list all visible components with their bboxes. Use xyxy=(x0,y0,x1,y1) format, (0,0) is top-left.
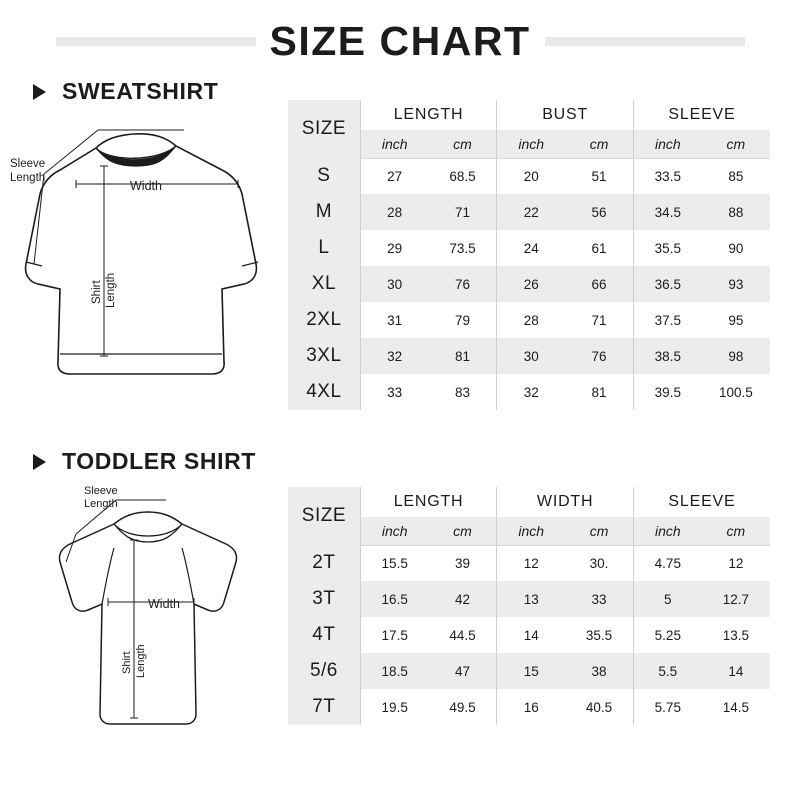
unit-header-sleeve-cm: cm xyxy=(702,517,770,545)
cell-length-inch: 32 xyxy=(360,338,428,374)
cell-length-cm: 73.5 xyxy=(449,240,476,256)
cell-sleeve-cm: 95 xyxy=(728,312,744,328)
cell-bust-cm: 56 xyxy=(565,194,633,230)
label-width: Width xyxy=(130,179,162,193)
table-row xyxy=(288,266,770,302)
cell-size: 4T xyxy=(288,617,360,653)
cell-size: 7T xyxy=(288,689,360,725)
cell-bust-cm: 81 xyxy=(591,384,607,400)
cell-width-inch: 16 xyxy=(497,689,565,725)
label-sleeve-length-2: Length xyxy=(84,498,118,510)
title-rule-left xyxy=(56,37,256,46)
triangle-bullet-icon xyxy=(33,454,46,470)
label-sleeve-length-2: Length xyxy=(10,172,46,184)
cell-bust-inch: 22 xyxy=(497,194,565,230)
cell-size: 3T xyxy=(288,581,360,617)
unit-header-width-cm: cm xyxy=(565,517,633,545)
cell-bust-cm: 66 xyxy=(565,266,633,302)
cell-width-inch: 13 xyxy=(497,581,565,617)
cell-sleeve-cm: 13.5 xyxy=(722,627,749,643)
cell-size: 2T xyxy=(288,545,360,581)
cell-length-cm: 47 xyxy=(429,653,497,689)
unit-header-length-inch: inch xyxy=(360,517,428,545)
unit-header-sleeve-inch: inch xyxy=(633,130,701,158)
cell-bust-inch: 20 xyxy=(497,158,565,194)
cell-sleeve-cm: 98 xyxy=(702,338,770,374)
column-header-size: SIZE xyxy=(288,100,360,158)
cell-sleeve-inch: 4.75 xyxy=(633,545,701,581)
column-header-size: SIZE xyxy=(288,487,360,545)
column-group-header-length: LENGTH xyxy=(360,100,497,130)
group-header-row xyxy=(288,487,770,517)
cell-size: M xyxy=(288,194,360,230)
cell-sleeve-inch: 33.5 xyxy=(633,158,701,194)
label-shirt-length-2: Length xyxy=(135,644,147,678)
cell-size: 3XL xyxy=(288,338,360,374)
table-row xyxy=(288,617,770,653)
cell-width-inch: 15 xyxy=(497,653,565,689)
cell-sleeve-cm: 12.7 xyxy=(702,581,770,617)
cell-bust-inch: 26 xyxy=(497,266,565,302)
cell-sleeve-cm: 85 xyxy=(728,168,744,184)
cell-width-cm: 40.5 xyxy=(585,699,613,715)
cell-length-cm: 76 xyxy=(429,266,497,302)
cell-size: 4XL xyxy=(288,374,360,410)
unit-header-length-cm: cm xyxy=(429,517,497,545)
unit-header-width-inch: inch xyxy=(497,517,565,545)
cell-bust-inch: 24 xyxy=(497,230,565,266)
group-header-row xyxy=(288,100,770,130)
cell-length-cm: 42 xyxy=(429,581,497,617)
sweatshirt-size-table xyxy=(288,100,770,410)
cell-sleeve-inch: 5.75 xyxy=(633,689,701,725)
unit-header-bust-cm: cm xyxy=(565,130,633,158)
cell-length-cm: 71 xyxy=(429,194,497,230)
label-sleeve-length-1: Sleeve xyxy=(10,158,46,170)
title-rule-right xyxy=(545,37,745,46)
cell-bust-inch: 28 xyxy=(497,302,565,338)
table-row xyxy=(288,230,770,266)
cell-width-inch: 12 xyxy=(497,545,565,581)
page-title: SIZE CHART xyxy=(269,17,531,64)
cell-length-cm: 44.5 xyxy=(449,627,476,643)
unit-header-row xyxy=(288,517,770,545)
label-shirt-length-2: Length xyxy=(105,272,117,308)
table-row xyxy=(288,194,770,230)
cell-length-cm: 68.5 xyxy=(449,168,476,184)
cell-size: 2XL xyxy=(288,302,360,338)
cell-length-inch: 29 xyxy=(360,230,428,266)
unit-header-length-inch: inch xyxy=(360,130,428,158)
table-row xyxy=(288,374,770,410)
table-row xyxy=(288,653,770,689)
triangle-bullet-icon xyxy=(33,84,46,100)
cell-length-inch: 28 xyxy=(360,194,428,230)
section-title-label: SWEATSHIRT xyxy=(62,78,219,104)
cell-sleeve-cm: 12 xyxy=(728,555,744,571)
table-head xyxy=(288,100,770,158)
cell-length-inch: 31 xyxy=(360,302,428,338)
cell-length-cm: 81 xyxy=(429,338,497,374)
table-body xyxy=(288,158,770,410)
section-title-label: TODDLER SHIRT xyxy=(62,448,256,474)
cell-sleeve-inch: 37.5 xyxy=(633,302,701,338)
unit-header-sleeve-inch: inch xyxy=(633,517,701,545)
label-width: Width xyxy=(148,597,180,611)
toddler-shirt-size-table xyxy=(288,487,770,725)
cell-sleeve-inch: 5.25 xyxy=(633,617,701,653)
label-shirt-length-1: Shirt xyxy=(121,651,133,674)
cell-length-inch: 17.5 xyxy=(360,617,428,653)
cell-sleeve-cm: 14 xyxy=(702,653,770,689)
toddler-shirt-illustration xyxy=(30,478,270,758)
cell-length-inch: 18.5 xyxy=(360,653,428,689)
cell-size: S xyxy=(288,158,360,194)
table-body xyxy=(288,545,770,725)
cell-sleeve-cm: 88 xyxy=(702,194,770,230)
unit-header-length-cm: cm xyxy=(429,130,497,158)
cell-sleeve-inch: 36.5 xyxy=(633,266,701,302)
cell-width-cm: 35.5 xyxy=(585,627,613,643)
cell-sleeve-cm: 90 xyxy=(728,240,744,256)
cell-bust-inch: 30 xyxy=(497,338,565,374)
cell-length-inch: 33 xyxy=(360,374,428,410)
column-group-header-bust: BUST xyxy=(497,100,634,130)
cell-length-cm: 49.5 xyxy=(449,699,476,715)
cell-sleeve-cm: 14.5 xyxy=(722,699,749,715)
section-heading-sweatshirt xyxy=(33,78,218,105)
cell-width-inch: 14 xyxy=(497,617,565,653)
cell-length-cm: 39 xyxy=(454,555,470,571)
cell-width-cm: 33 xyxy=(565,581,633,617)
cell-sleeve-inch: 34.5 xyxy=(633,194,701,230)
cell-size: L xyxy=(288,230,360,266)
cell-size: XL xyxy=(288,266,360,302)
cell-length-cm: 79 xyxy=(454,312,470,328)
column-group-header-length: LENGTH xyxy=(360,487,497,517)
section-heading-toddler-shirt xyxy=(33,448,256,475)
table-row xyxy=(288,545,770,581)
cell-length-inch: 16.5 xyxy=(360,581,428,617)
table-row xyxy=(288,302,770,338)
cell-sleeve-inch: 5 xyxy=(633,581,701,617)
column-group-header-sleeve: SLEEVE xyxy=(633,100,770,130)
cell-size: 5/6 xyxy=(288,653,360,689)
table-row xyxy=(288,689,770,725)
table-head xyxy=(288,487,770,545)
cell-sleeve-inch: 5.5 xyxy=(633,653,701,689)
sweatshirt-illustration xyxy=(8,104,278,404)
title-row xyxy=(0,18,800,64)
table-row xyxy=(288,338,770,374)
unit-header-row xyxy=(288,130,770,158)
table-row xyxy=(288,158,770,194)
cell-sleeve-inch: 35.5 xyxy=(633,230,701,266)
cell-bust-cm: 61 xyxy=(591,240,607,256)
cell-sleeve-cm: 100.5 xyxy=(718,384,753,400)
column-group-header-sleeve: SLEEVE xyxy=(633,487,770,517)
cell-bust-cm: 71 xyxy=(591,312,607,328)
cell-length-inch: 19.5 xyxy=(360,689,428,725)
unit-header-sleeve-cm: cm xyxy=(702,130,770,158)
cell-length-inch: 27 xyxy=(360,158,428,194)
cell-bust-cm: 51 xyxy=(591,168,607,184)
label-shirt-length-1: Shirt xyxy=(91,280,103,304)
cell-length-inch: 30 xyxy=(360,266,428,302)
cell-sleeve-inch: 39.5 xyxy=(633,374,701,410)
label-sleeve-length-1: Sleeve xyxy=(84,485,118,497)
cell-bust-inch: 32 xyxy=(497,374,565,410)
cell-bust-cm: 76 xyxy=(565,338,633,374)
cell-length-cm: 83 xyxy=(454,384,470,400)
unit-header-bust-inch: inch xyxy=(497,130,565,158)
cell-width-cm: 30. xyxy=(589,555,609,571)
cell-sleeve-inch: 38.5 xyxy=(633,338,701,374)
cell-sleeve-cm: 93 xyxy=(702,266,770,302)
table-row xyxy=(288,581,770,617)
cell-length-inch: 15.5 xyxy=(360,545,428,581)
column-group-header-width: WIDTH xyxy=(497,487,634,517)
cell-width-cm: 38 xyxy=(565,653,633,689)
